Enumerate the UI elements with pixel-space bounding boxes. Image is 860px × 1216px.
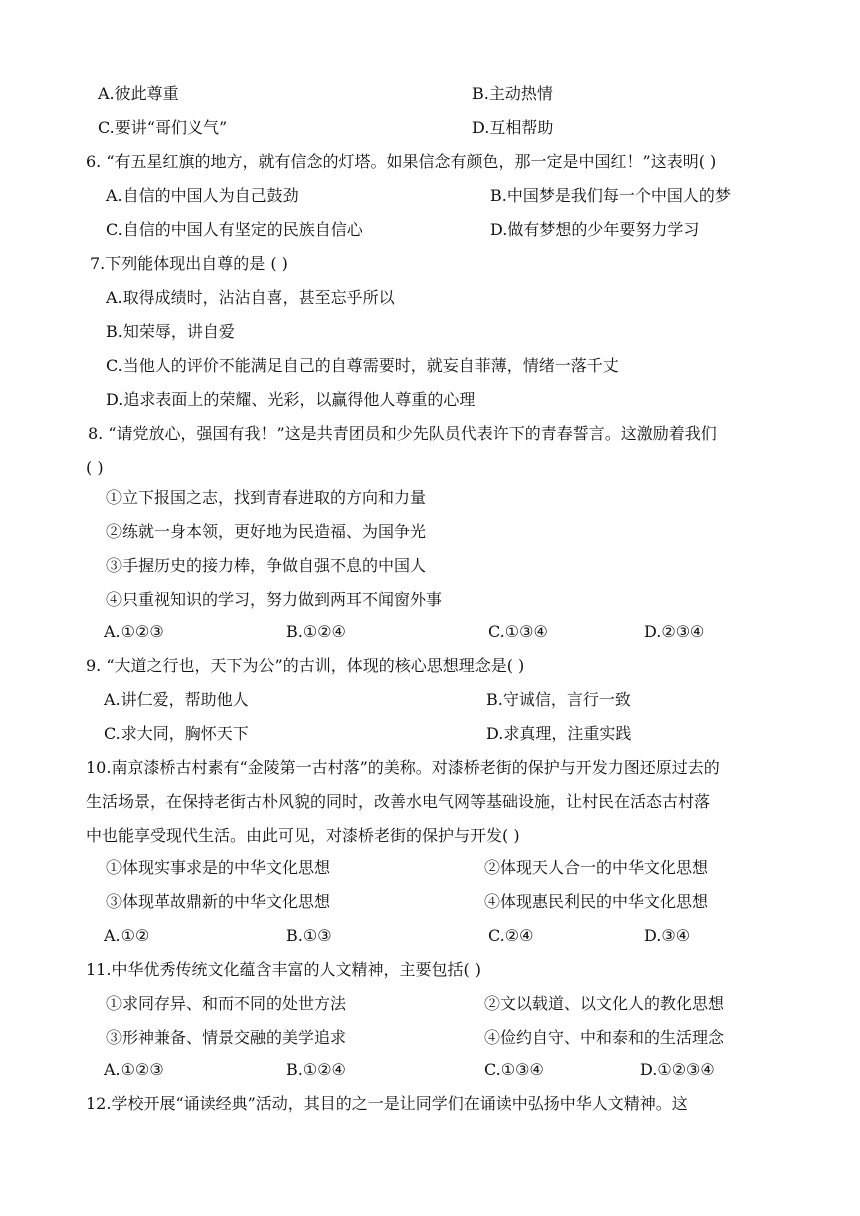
q10-option-d: D.③④ [644,926,691,945]
q8-option-b: B.①②④ [286,622,346,641]
q5-option-d: D.互相帮助 [472,118,554,137]
q12-stem-line1: 12.学校开展“诵读经典”活动，其目的之一是让同学们在诵读中弘扬中华人文精神。这 [86,1094,688,1113]
q8-item-3: ③手握历史的接力棒，争做自强不息的中国人 [106,556,427,575]
q8-stem-line2: ( ) [86,458,104,477]
q10-stem-line2: 生活场景，在保持老街古朴风貌的同时，改善水电气网等基础设施，让村民在活态古村落 [86,792,711,811]
q6-option-c: C.自信的中国人有坚定的民族自信心 [106,220,363,239]
q10-item-4: ④体现惠民利民的中华文化思想 [484,892,709,911]
q11-item-1: ①求同存异、和而不同的处世方法 [106,994,347,1013]
q11-option-c: C.①③④ [484,1060,544,1079]
q10-stem-line3: 中也能享受现代生活。由此可见，对漆桥老街的保护与开发( ) [86,826,520,845]
q7-option-c: C.当他人的评价不能满足自己的自尊需要时，就妄自菲薄，情绪一落千丈 [106,356,619,375]
q8-option-a: A.①②③ [104,622,164,641]
q7-stem: 7.下列能体现出自尊的是 ( ) [90,254,288,273]
q9-option-b: B.守诚信，言行一致 [486,690,631,709]
q7-option-a: A.取得成绩时，沾沾自喜，甚至忘乎所以 [106,288,395,307]
q6-option-a: A.自信的中国人为自己鼓劲 [106,186,299,205]
q8-item-2: ②练就一身本领，更好地为民造福、为国争光 [106,522,427,541]
q7-option-d: D.追求表面上的荣耀、光彩，以赢得他人尊重的心理 [106,390,476,409]
q8-item-4: ④只重视知识的学习，努力做到两耳不闻窗外事 [106,590,443,609]
q9-stem: 9. “大道之行也，天下为公”的古训，体现的核心思想理念是( ) [86,656,525,675]
q9-option-c: C.求大同，胸怀天下 [104,724,249,743]
q10-item-3: ③体现革故鼎新的中华文化思想 [106,892,331,911]
q8-item-1: ①立下报国之志，找到青春进取的方向和力量 [106,488,427,507]
q11-item-4: ④俭约自守、中和泰和的生活理念 [484,1028,725,1047]
q10-item-1: ①体现实事求是的中华文化思想 [106,858,331,877]
q5-option-a: A.彼此尊重 [98,84,179,103]
q10-option-a: A.①② [104,926,150,945]
q11-option-b: B.①②④ [286,1060,346,1079]
q11-option-d: D.①②③④ [640,1060,715,1079]
q6-option-b: B.中国梦是我们每一个中国人的梦 [490,186,731,205]
q8-option-c: C.①③④ [488,622,548,641]
q11-item-3: ③形神兼备、情景交融的美学追求 [106,1028,347,1047]
q11-item-2: ②文以载道、以文化人的教化思想 [484,994,725,1013]
q10-item-2: ②体现天人合一的中华文化思想 [484,858,709,877]
q5-option-c: C.要讲“哥们义气” [98,118,228,137]
q10-option-c: C.②④ [488,926,534,945]
q11-option-a: A.①②③ [104,1060,164,1079]
q9-option-a: A.讲仁爱，帮助他人 [104,690,249,709]
q8-stem-line1: 8. “请党放心，强国有我！”这是共青团员和少先队员代表许下的青春誓言。这激励着我们 [88,424,717,443]
q11-stem: 11.中华优秀传统文化蕴含丰富的人文精神，主要包括( ) [86,960,482,979]
q6-stem: 6. “有五星红旗的地方，就有信念的灯塔。如果信念有颜色，那一定是中国红！”这表明( ) [86,152,717,171]
q9-option-d: D.求真理，注重实践 [486,724,632,743]
q10-stem-line1: 10.南京漆桥古村素有“金陵第一古村落”的美称。对漆桥老街的保护与开发力图还原过去的 [86,758,720,777]
q7-option-b: B.知荣辱，讲自爱 [106,322,235,341]
q6-option-d: D.做有梦想的少年要努力学习 [490,220,700,239]
q5-option-b: B.主动热情 [472,84,553,103]
q8-option-d: D.②③④ [644,622,705,641]
q10-option-b: B.①③ [286,926,332,945]
